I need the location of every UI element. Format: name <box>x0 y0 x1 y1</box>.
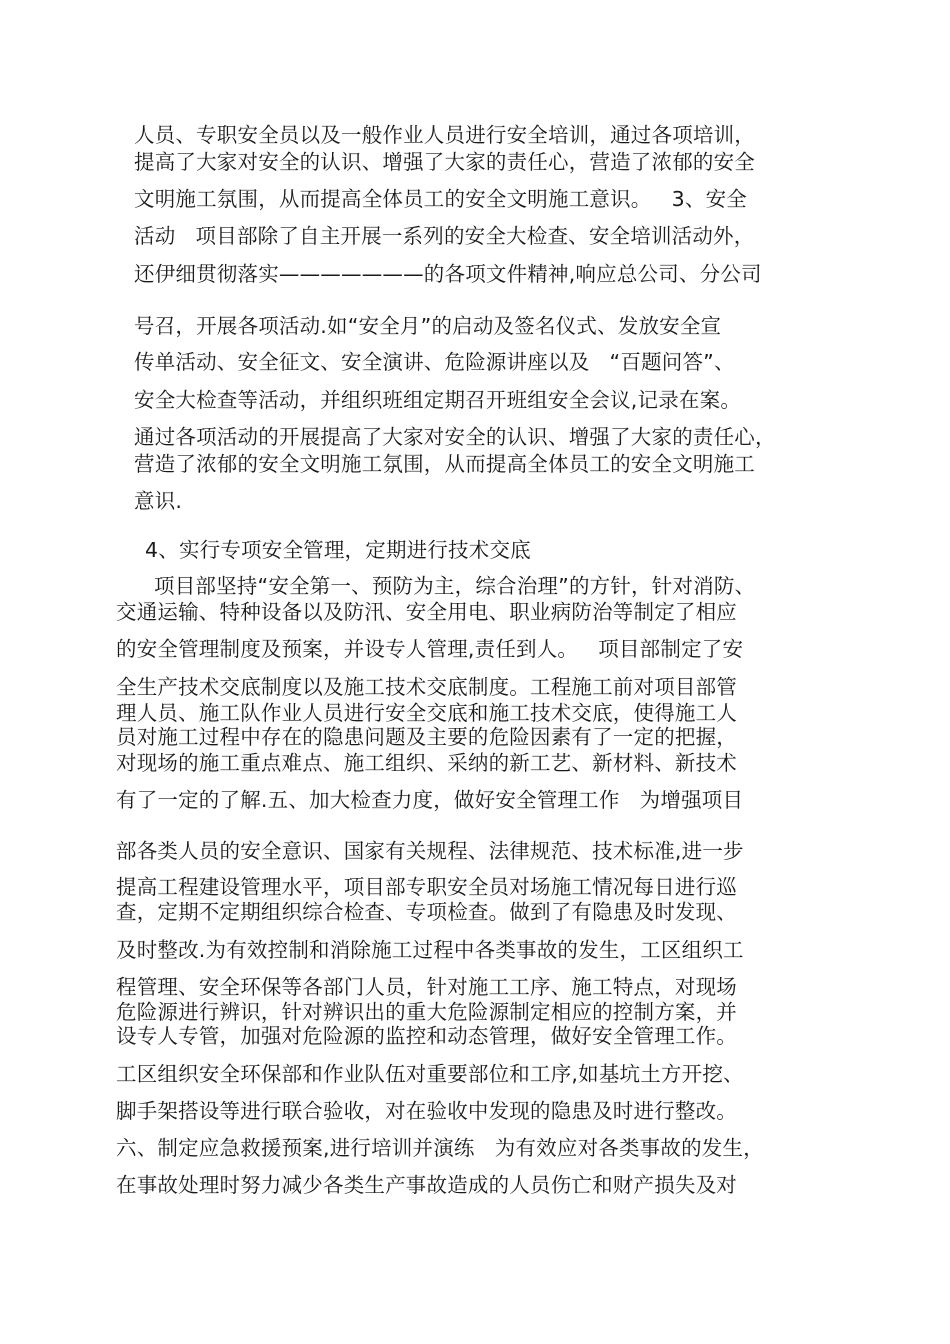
text-line: 交通运输、特种设备以及防汛、安全用电、职业病防治等制定了相应 <box>116 600 737 624</box>
text-line: 通过各项活动的开展提高了大家对安全的认识、增强了大家的责任心， <box>134 425 776 449</box>
text-line: 意识. <box>134 489 183 513</box>
text-line: 的安全管理制度及预案，并设专人管理,责任到人。 项目部制定了安 <box>116 637 744 661</box>
text-line: 项目部坚持“安全第一、预防为主，综合治理”的方针，针对消防、 <box>154 574 756 598</box>
text-line: 六、制定应急救援预案,进行培训并演练 为有效应对各类事故的发生， <box>116 1136 764 1160</box>
text-line: 脚手架搭设等进行联合验收，对在验收中发现的隐患及时进行整改。 <box>116 1099 737 1123</box>
text-line: 危险源进行辨识，针对辨识出的重大危险源制定相应的控制方案，并 <box>116 1000 737 1024</box>
text-line: 在事故处理时努力减少各类生产事故造成的人员伤亡和财产损失及对 <box>116 1173 737 1197</box>
text-line: 号召，开展各项活动.如“安全月”的启动及签名仪式、发放安全宣 <box>134 314 722 338</box>
text-line: 查，定期不定期组织综合检查、专项检查。做到了有隐患及时发现、 <box>116 900 737 924</box>
text-line: 活动 项目部除了自主开展一系列的安全大检查、安全培训活动外， <box>134 224 755 248</box>
text-line: 全生产技术交底制度以及施工技术交底制度。工程施工前对项目部管 <box>116 675 737 699</box>
text-line: 还伊细贯彻落实———————的各项文件精神,响应总公司、分公司 <box>134 262 762 286</box>
text-line: 程管理、安全环保等各部门人员，针对施工工序、施工特点，对现场 <box>116 975 737 999</box>
text-line: 提高工程建设管理水平，项目部专职安全员对场施工情况每日进行巡 <box>116 875 737 899</box>
text-line: 提高了大家对安全的认识、增强了大家的责任心，营造了浓郁的安全 <box>134 150 755 174</box>
text-line: 部各类人员的安全意识、国家有关规程、法律规范、技术标准,进一步 <box>116 839 744 863</box>
section-heading: 4、实行专项安全管理，定期进行技术交底 <box>145 538 531 562</box>
text-line: 安全大检查等活动，并组织班组定期召开班组安全会议,记录在案。 <box>134 388 742 412</box>
text-line: 及时整改.为有效控制和消除施工过程中各类事故的发生，工区组织工 <box>116 938 744 962</box>
text-line: 人员、专职安全员以及一般作业人员进行安全培训，通过各项培训， <box>134 123 755 147</box>
text-line: 员对施工过程中存在的隐患问题及主要的危险因素有了一定的把握， <box>116 725 737 749</box>
text-line: 工区组织安全环保部和作业队伍对重要部位和工序,如基坑土方开挖、 <box>116 1062 744 1086</box>
text-line: 营造了浓郁的安全文明施工氛围，从而提高全体员工的安全文明施工 <box>134 452 755 476</box>
text-line: 对现场的施工重点难点、施工组织、采纳的新工艺、新材料、新技术 <box>116 751 737 775</box>
text-line: 设专人专管，加强对危险源的监控和动态管理，做好安全管理工作。 <box>116 1024 737 1048</box>
text-line: 理人员、施工队作业人员进行安全交底和施工技术交底，使得施工人 <box>116 701 737 725</box>
text-line: 有了一定的了解.五、加大检查力度，做好安全管理工作 为增强项目 <box>116 788 744 812</box>
text-line: 文明施工氛围，从而提高全体员工的安全文明施工意识。 3、安全 <box>134 187 747 211</box>
text-line: 传单活动、安全征文、安全演讲、危险源讲座以及 “百题问答”、 <box>134 350 735 374</box>
